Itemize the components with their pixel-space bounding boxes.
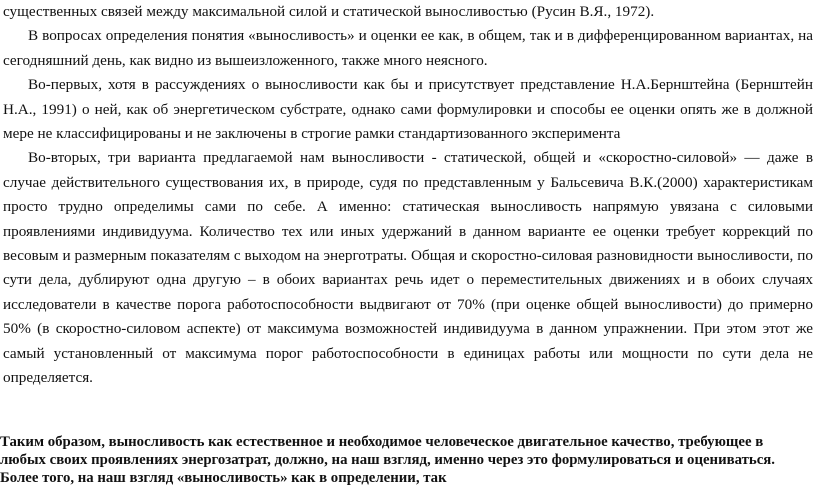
bold-line-3: Более того, на наш взгляд «выносливость» как в определении, так bbox=[0, 470, 447, 486]
body-text bbox=[3, 0, 813, 391]
paragraph-1: существенных связей между максимальной силой и статической выносливостью (Русин В.Я., 1972). bbox=[3, 3, 655, 20]
bold-line-1: Таким образом, выносливость как естественное и необходимое человеческое двигательное качество, требующее в bbox=[0, 434, 764, 450]
paragraph-4: Во-вторых, три варианта предлагаемой нам выносливости - статической, общей и «скоростно-силовой» — даже в случае действительного существования их, в природе, судя по представленным у Бальсевича В.К.(2000) характеристикам просто трудно определимы сами по себе. А именно: статическая выносливость напрямую увязана с силовыми проявлениями индивидуума. Количество тех или иных удержаний в данном варианте ее оценки требует коррекций по весовым и размерным показателям с выходом на энерготраты. Общая и скоростно-силовая разновидности выносливости, по сути дела, дублируют одна другую – в обоих вариантах речь идет о переместительных движениях и в обоих случаях исследователи в качестве порога работоспособности выдвигают от 70% (при оценке общей выносливости) до примерно 50% (в скоростно-силовом аспекте) от максимума возможностей индивидуума в данном упражнении. При этом этот же самый установленный от максимума порог работоспособности в единицах работы или мощности по сути дела не определяется. bbox=[3, 149, 813, 387]
paragraph-3: Во-первых, хотя в рассуждениях о выносливости как бы и присутствует представление Н.А.Бернштейна (Бернштейн Н.А., 1991) о ней, как об энергетическом субстрате, однако сами формулировки и способы ее оценки опять же в должной мере не классифицированы и не заключены в строгие рамки стандартизованного эксперимента bbox=[3, 76, 813, 143]
bold-conclusion bbox=[0, 433, 812, 487]
bold-line-2: любых своих проявлениях энергозатрат, должно, на наш взгляд, именно через это формулироваться и оцениваться. bbox=[0, 452, 775, 468]
paragraph-2: В вопросах определения понятия «выносливость» и оценки ее как, в общем, так и в дифференцированном вариантах, на сегодняшний день, как видно из вышеизложенного, также много неясного. bbox=[3, 27, 813, 69]
